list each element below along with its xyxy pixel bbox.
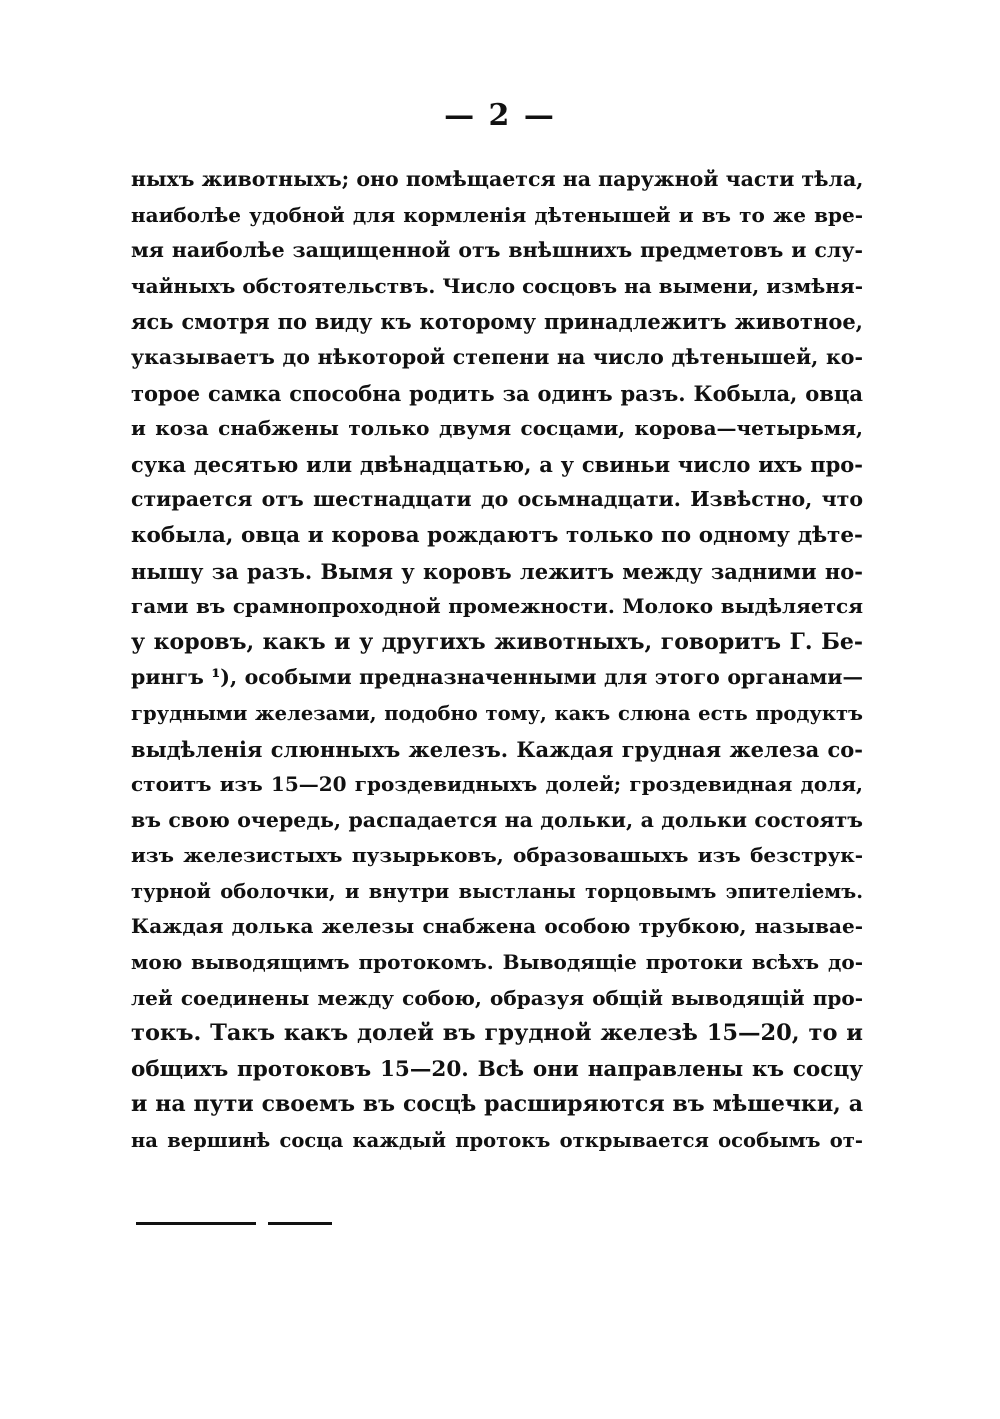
page-number: — 2 — bbox=[444, 98, 556, 133]
text-line: нышу за разъ. Вымя у коровъ лежитъ между задними но- bbox=[131, 558, 863, 584]
text-line: мя наиболѣе защищенной отъ внѣшнихъ предметовъ и слу- bbox=[131, 238, 863, 263]
text-line: указываетъ до нѣкоторой степени на число дѣтенышей, ко- bbox=[131, 344, 863, 369]
text-line: и на пути своемъ въ сосцѣ расширяются въ мѣшечки, а bbox=[131, 1091, 863, 1118]
text-line: и коза снабжены только двумя сосцами, корова—четырьмя, bbox=[131, 416, 863, 441]
text-line: лей соединены между собою, образуя общій выводящій про- bbox=[131, 985, 863, 1010]
footnote-rule-segment bbox=[136, 1222, 256, 1225]
text-line: кобыла, овца и корова рождаютъ только по одному дѣте- bbox=[131, 522, 863, 548]
text-line: мою выводящимъ протокомъ. Выводящіе протоки всѣхъ до- bbox=[131, 950, 863, 975]
text-line: выдѣленія слюнныхъ железъ. Каждая грудная железа со- bbox=[131, 736, 863, 762]
text-line: ясь смотря по виду къ которому принадлежитъ животное, bbox=[131, 309, 863, 335]
footnote-rule bbox=[136, 1222, 332, 1226]
text-line: стоитъ изъ 15—20 гроздевидныхъ долей; гроздевидная доля, bbox=[131, 772, 863, 797]
footnote-rule-segment bbox=[268, 1222, 332, 1225]
text-line: чайныхъ обстоятельствъ. Число сосцовъ на вымени, измѣня- bbox=[131, 273, 863, 298]
text-line: на вершинѣ сосца каждый протокъ открывается особымъ от- bbox=[131, 1129, 863, 1153]
text-line: гами въ срамнопроходной промежности. Молоко выдѣляется bbox=[131, 594, 863, 619]
text-line: сука десятью или двѣнадцатью, а у свиньи число ихъ про- bbox=[131, 451, 863, 477]
text-line: турной оболочки, и внутри выстланы торцовымъ эпителіемъ. bbox=[131, 879, 863, 903]
text-line: въ свою очередь, распадается на дольки, а дольки состоятъ bbox=[131, 807, 863, 832]
text-line: стирается отъ шестнадцати до осьмнадцати. Извѣстно, что bbox=[131, 487, 863, 512]
text-line: изъ железистыхъ пузырьковъ, образовашыхъ изъ безструк- bbox=[131, 843, 863, 868]
text-line: наиболѣе удобной для кормленія дѣтенышей и въ то же вре- bbox=[131, 202, 863, 227]
body-text bbox=[131, 162, 863, 1159]
text-line: ныхъ животныхъ; оно помѣщается на паружной части тѣла, bbox=[131, 167, 863, 191]
text-line: у коровъ, какъ и у другихъ животныхъ, говоритъ Г. Бе- bbox=[131, 628, 863, 655]
text-line: грудными железами, подобно тому, какъ слюна есть продуктъ bbox=[131, 701, 863, 725]
text-line: торое самка способна родить за одинъ разъ. Кобыла, овца bbox=[131, 380, 863, 406]
text-line: Каждая долька железы снабжена особою трубкою, называе- bbox=[131, 914, 863, 939]
text-line: общихъ протоковъ 15—20. Всѣ они направлены къ сосцу bbox=[131, 1056, 863, 1082]
text-line: токъ. Такъ какъ долей въ грудной железѣ 15—20, то и bbox=[131, 1020, 863, 1047]
text-line: рингъ ¹), особыми предназначенными для этого органами— bbox=[131, 665, 863, 690]
